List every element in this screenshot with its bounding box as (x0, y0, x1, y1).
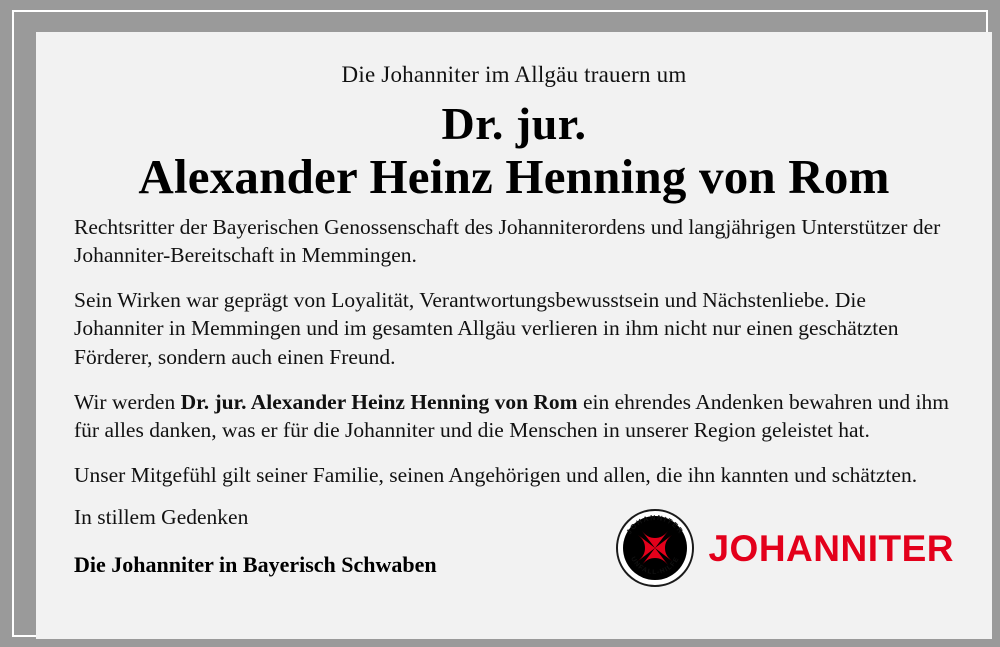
tribute-name: Dr. jur. Alexander Heinz Henning von Rom (180, 389, 578, 414)
closing-line: In stillem Gedenken (74, 505, 249, 530)
seal-ring-text (616, 509, 694, 587)
deceased-title: Dr. jur. (441, 98, 587, 149)
paragraph-sympathy: Unser Mitgefühl gilt seiner Familie, seinen Angehörigen und allen, die ihn kannten und schätzten. (74, 462, 918, 487)
tribute-before: Wir werden (74, 389, 181, 414)
obituary-inner-border (12, 10, 988, 637)
obituary-kicker: Die Johanniter im Allgäu trauern um (341, 62, 687, 87)
obituary-closing-text (74, 503, 674, 579)
deceased-name-block (74, 100, 954, 203)
johanniter-logo (616, 509, 954, 587)
obituary-notice-card (36, 32, 992, 639)
obituary-signature: Die Johanniter in Bayerisch Schwaben (74, 552, 437, 578)
obituary-body (74, 213, 954, 596)
svg-text:UNFALL-HILFE: UNFALL-HILFE (629, 556, 682, 577)
tribute-after: ein ehrendes Andenken bewahren und ihm für alles danken, was er für die Johanniter und die Menschen in unserer Region geleistet hat. (74, 389, 949, 443)
johanniter-seal-icon (616, 509, 694, 587)
deceased-name: Alexander Heinz Henning von Rom (138, 148, 890, 204)
svg-text:JOHANNITER: JOHANNITER (624, 513, 687, 537)
paragraph-role: Rechtsritter der Bayerischen Genossenschaft des Johanniterordens und langjährigen Unterstützer der Johanniter-Bereitschaft in Memmingen. (74, 214, 941, 268)
obituary-closing-row (74, 503, 954, 595)
paragraph-legacy: Sein Wirken war geprägt von Loyalität, Verantwortungsbewusstsein und Nächstenliebe. Die Johanniter in Memmingen und im gesamten Allgäu verlieren in ihm nicht nur einen geschätzten Förderer, sondern auch einen Freund. (74, 287, 899, 370)
johanniter-wordmark: JOHANNITER (708, 527, 954, 569)
paragraph-tribute (74, 388, 954, 445)
